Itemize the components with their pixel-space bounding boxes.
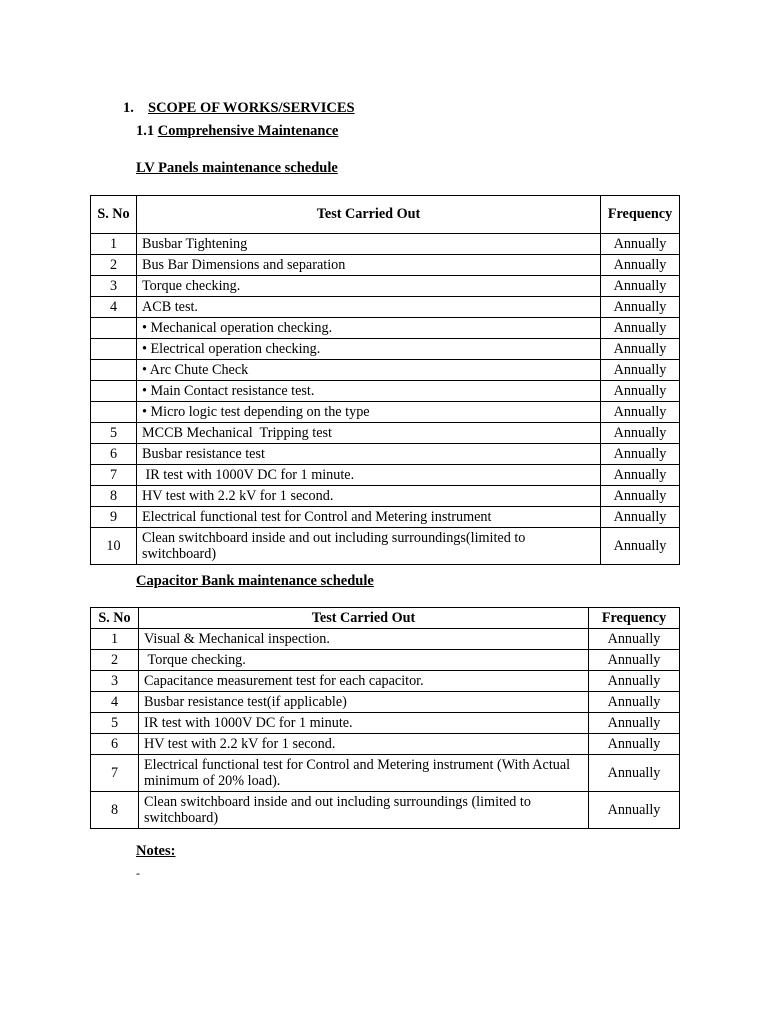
- cell-frequency: Annually: [589, 650, 680, 671]
- cell-test: Torque checking.: [137, 276, 601, 297]
- cell-sno: 4: [91, 297, 137, 318]
- header-sno: S. No: [91, 196, 137, 234]
- cell-sno: 7: [91, 465, 137, 486]
- cell-sno: 3: [91, 276, 137, 297]
- cell-frequency: Annually: [589, 755, 680, 792]
- cell-frequency: Annually: [601, 486, 680, 507]
- table-row: [91, 713, 680, 734]
- cell-test: MCCB Mechanical Tripping test: [137, 423, 601, 444]
- table-header-row: [91, 196, 680, 234]
- table-row: [91, 486, 680, 507]
- cell-frequency: Annually: [601, 444, 680, 465]
- cell-test: • Main Contact resistance test.: [137, 381, 601, 402]
- notes-line: -: [136, 866, 140, 880]
- capacitor-schedule-table: [90, 607, 680, 829]
- table-row: [91, 423, 680, 444]
- cell-frequency: Annually: [601, 318, 680, 339]
- cell-test: • Micro logic test depending on the type: [137, 402, 601, 423]
- table-row: [91, 507, 680, 528]
- cell-test: Busbar resistance test: [137, 444, 601, 465]
- cell-test: Clean switchboard inside and out including surroundings (limited to switchboard): [139, 792, 589, 829]
- capacitor-schedule-title: Capacitor Bank maintenance schedule: [136, 573, 374, 589]
- cell-sno: 2: [91, 650, 139, 671]
- cell-frequency: Annually: [601, 255, 680, 276]
- cell-sno: [91, 381, 137, 402]
- cell-frequency: Annually: [589, 629, 680, 650]
- cell-test: HV test with 2.2 kV for 1 second.: [139, 734, 589, 755]
- cell-test: IR test with 1000V DC for 1 minute.: [139, 713, 589, 734]
- table-header-row: [91, 608, 680, 629]
- cell-frequency: Annually: [601, 423, 680, 444]
- table-row: [91, 444, 680, 465]
- cell-sno: 8: [91, 792, 139, 829]
- table-row: [91, 339, 680, 360]
- subsection-title: Comprehensive Maintenance: [157, 123, 339, 139]
- cell-sno: 4: [91, 692, 139, 713]
- cell-sno: [91, 402, 137, 423]
- table-row: [91, 276, 680, 297]
- table-row: [91, 650, 680, 671]
- cell-test: Clean switchboard inside and out including surroundings(limited to switchboard): [137, 528, 601, 565]
- section-number: 1.: [123, 100, 134, 116]
- cell-sno: 1: [91, 629, 139, 650]
- cell-frequency: Annually: [601, 465, 680, 486]
- header-test: Test Carried Out: [139, 608, 589, 629]
- cell-test: HV test with 2.2 kV for 1 second.: [137, 486, 601, 507]
- cell-frequency: Annually: [589, 713, 680, 734]
- lv-schedule-title: LV Panels maintenance schedule: [136, 160, 338, 176]
- cell-test: IR test with 1000V DC for 1 minute.: [137, 465, 601, 486]
- cell-frequency: Annually: [589, 671, 680, 692]
- cell-frequency: Annually: [601, 360, 680, 381]
- cell-sno: [91, 318, 137, 339]
- cell-test: Capacitance measurement test for each capacitor.: [139, 671, 589, 692]
- section-title: SCOPE OF WORKS/SERVICES: [148, 100, 355, 116]
- cell-sno: [91, 339, 137, 360]
- cell-sno: 5: [91, 423, 137, 444]
- header-frequency: Frequency: [601, 196, 680, 234]
- cell-sno: 9: [91, 507, 137, 528]
- table-row: [91, 255, 680, 276]
- cell-sno: 8: [91, 486, 137, 507]
- cell-frequency: Annually: [601, 297, 680, 318]
- cell-sno: 6: [91, 734, 139, 755]
- table-row: [91, 234, 680, 255]
- cell-test: • Mechanical operation checking.: [137, 318, 601, 339]
- cell-frequency: Annually: [601, 276, 680, 297]
- cell-test: Electrical functional test for Control and Metering instrument: [137, 507, 601, 528]
- header-frequency: Frequency: [589, 608, 680, 629]
- cell-frequency: Annually: [589, 692, 680, 713]
- table-row: [91, 318, 680, 339]
- table-row: [91, 381, 680, 402]
- cell-frequency: Annually: [601, 528, 680, 565]
- cell-test: • Arc Chute Check: [137, 360, 601, 381]
- subsection-number: 1.1: [136, 123, 155, 139]
- cell-frequency: Annually: [601, 381, 680, 402]
- cell-sno: 7: [91, 755, 139, 792]
- cell-test: ACB test.: [137, 297, 601, 318]
- cell-test: Torque checking.: [139, 650, 589, 671]
- table-row: [91, 671, 680, 692]
- cell-frequency: Annually: [601, 339, 680, 360]
- table-row: [91, 734, 680, 755]
- cell-sno: 10: [91, 528, 137, 565]
- lv-schedule-table: [90, 195, 680, 565]
- table-row: [91, 360, 680, 381]
- table-row: [91, 528, 680, 565]
- table-row: [91, 297, 680, 318]
- cell-sno: 1: [91, 234, 137, 255]
- cell-frequency: Annually: [601, 507, 680, 528]
- cell-test: Busbar Tightening: [137, 234, 601, 255]
- notes-label: Notes:: [136, 843, 176, 859]
- cell-sno: 6: [91, 444, 137, 465]
- cell-test: Electrical functional test for Control and Metering instrument (With Actual minimum of 20% load).: [139, 755, 589, 792]
- header-sno: S. No: [91, 608, 139, 629]
- table-row: [91, 755, 680, 792]
- cell-frequency: Annually: [589, 792, 680, 829]
- cell-sno: 2: [91, 255, 137, 276]
- cell-test: • Electrical operation checking.: [137, 339, 601, 360]
- subsection-heading: [136, 123, 338, 140]
- table-row: [91, 402, 680, 423]
- section-heading: [123, 100, 355, 117]
- table-row: [91, 465, 680, 486]
- cell-test: Busbar resistance test(if applicable): [139, 692, 589, 713]
- cell-sno: [91, 360, 137, 381]
- header-test: Test Carried Out: [137, 196, 601, 234]
- cell-test: Bus Bar Dimensions and separation: [137, 255, 601, 276]
- table-row: [91, 792, 680, 829]
- cell-frequency: Annually: [589, 734, 680, 755]
- table-row: [91, 692, 680, 713]
- cell-sno: 5: [91, 713, 139, 734]
- cell-sno: 3: [91, 671, 139, 692]
- table-row: [91, 629, 680, 650]
- cell-frequency: Annually: [601, 402, 680, 423]
- cell-test: Visual & Mechanical inspection.: [139, 629, 589, 650]
- cell-frequency: Annually: [601, 234, 680, 255]
